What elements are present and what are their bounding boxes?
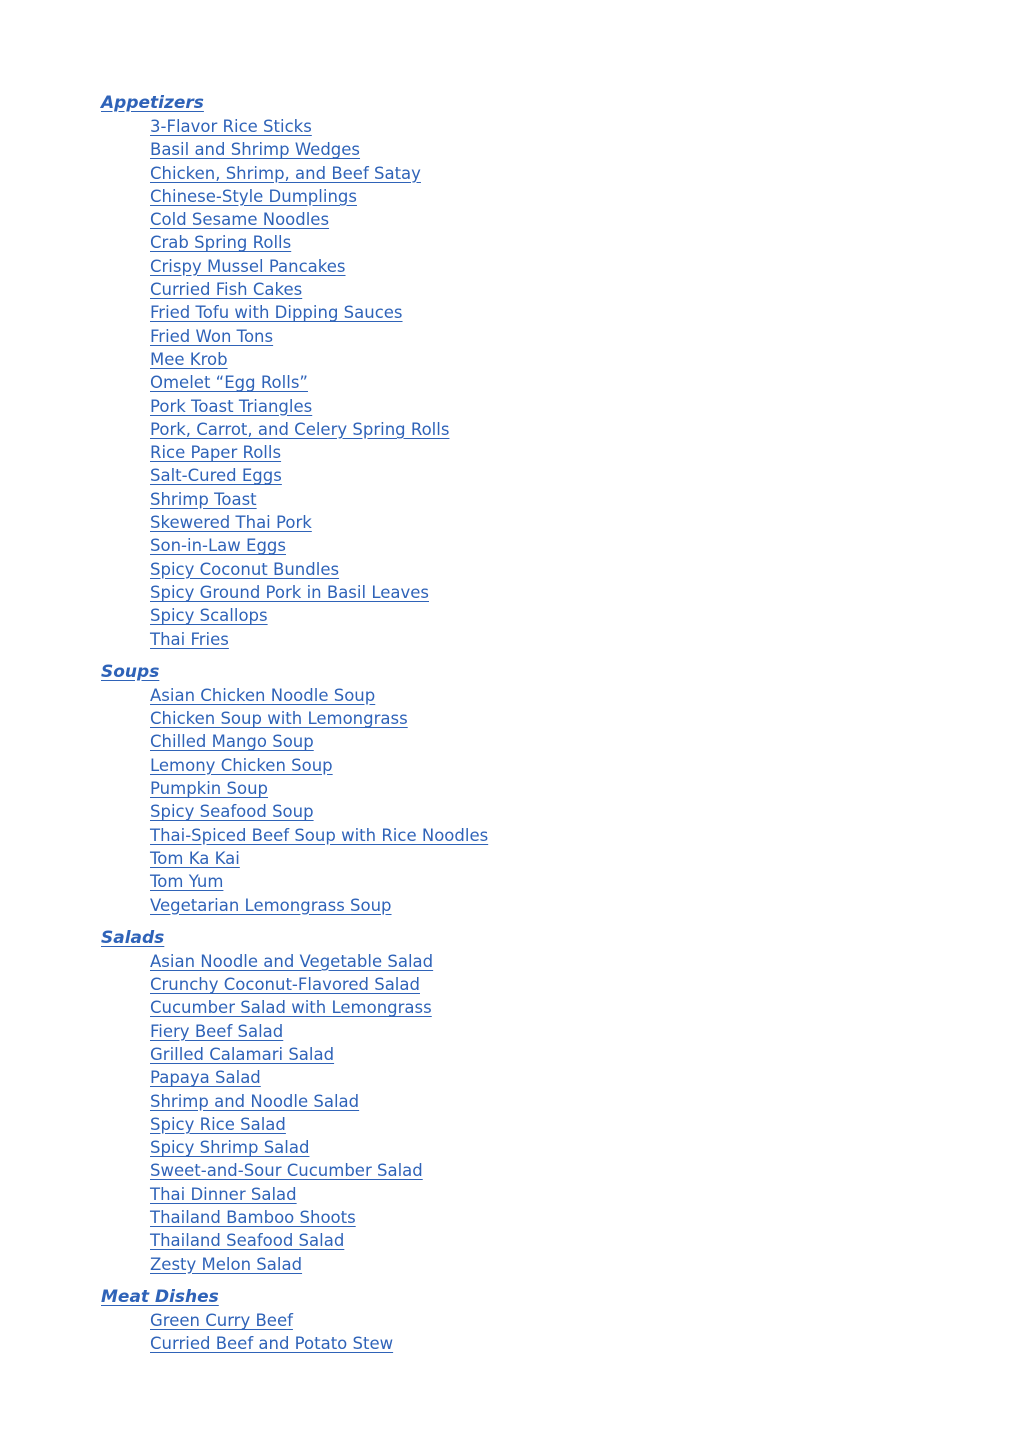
list-item	[150, 558, 961, 581]
list-item	[150, 973, 961, 996]
recipe-link[interactable]: Cucumber Salad with Lemongrass	[150, 998, 432, 1018]
recipe-link[interactable]: Fiery Beef Salad	[150, 1021, 284, 1041]
list-item	[150, 684, 961, 707]
recipe-link[interactable]: Pork, Carrot, and Celery Spring Rolls	[150, 419, 450, 439]
list-item	[150, 996, 961, 1019]
list-item	[150, 1183, 961, 1206]
list-item	[150, 441, 961, 464]
list-item	[150, 950, 961, 973]
table-of-contents	[101, 92, 961, 1356]
recipe-link[interactable]: Curried Fish Cakes	[150, 280, 303, 300]
recipe-link[interactable]: Crunchy Coconut-Flavored Salad	[150, 975, 420, 995]
list-item	[150, 1229, 961, 1252]
recipe-link[interactable]: Son-in-Law Eggs	[150, 536, 286, 556]
list-item	[150, 1136, 961, 1159]
recipe-link[interactable]: Shrimp and Noodle Salad	[150, 1091, 360, 1111]
recipe-link[interactable]: Thai-Spiced Beef Soup with Rice Noodles	[150, 825, 489, 845]
recipe-link[interactable]: Spicy Rice Salad	[150, 1114, 286, 1134]
recipe-link[interactable]: 3-Flavor Rice Sticks	[150, 117, 312, 136]
section-heading-link[interactable]: Salads	[101, 927, 165, 948]
recipe-link[interactable]: Spicy Coconut Bundles	[150, 559, 340, 579]
list-item	[150, 325, 961, 348]
recipe-link[interactable]: Pork Toast Triangles	[150, 396, 313, 416]
recipe-link[interactable]: Omelet “Egg Rolls”	[150, 373, 308, 393]
list-item	[150, 301, 961, 324]
list-item	[150, 1020, 961, 1043]
list-item	[150, 231, 961, 254]
section-salads	[101, 927, 961, 1276]
recipe-link[interactable]: Chicken, Shrimp, and Beef Satay	[150, 163, 421, 183]
recipe-link[interactable]: Zesty Melon Salad	[150, 1254, 303, 1274]
recipe-link[interactable]: Tom Yum	[150, 872, 224, 892]
list-item	[150, 208, 961, 231]
section-heading-link[interactable]: Appetizers	[101, 93, 204, 113]
recipe-link[interactable]: Shrimp Toast	[150, 489, 257, 509]
recipe-link[interactable]: Chinese-Style Dumplings	[150, 186, 357, 206]
recipe-link[interactable]: Vegetarian Lemongrass Soup	[150, 895, 392, 915]
section-soups	[101, 661, 961, 917]
recipe-link[interactable]: Crab Spring Rolls	[150, 233, 292, 253]
recipe-link[interactable]: Basil and Shrimp Wedges	[150, 140, 361, 160]
list-item	[150, 847, 961, 870]
recipe-link[interactable]: Salt-Cured Eggs	[150, 466, 282, 486]
recipe-link[interactable]: Thai Fries	[150, 629, 229, 649]
recipe-link[interactable]: Asian Noodle and Vegetable Salad	[150, 951, 434, 971]
list-item	[150, 870, 961, 893]
recipe-link[interactable]: Tom Ka Kai	[150, 848, 240, 868]
recipe-link[interactable]: Spicy Shrimp Salad	[150, 1138, 310, 1158]
list-item	[150, 255, 961, 278]
list-item	[150, 707, 961, 730]
section-heading-link[interactable]: Soups	[101, 661, 160, 682]
section-meat-dishes	[101, 1286, 961, 1356]
recipe-link[interactable]: Spicy Ground Pork in Basil Leaves	[150, 582, 429, 602]
list-item	[150, 511, 961, 534]
section-items-list	[101, 950, 961, 1276]
recipe-link[interactable]: Lemony Chicken Soup	[150, 755, 333, 775]
recipe-link[interactable]: Spicy Seafood Soup	[150, 802, 314, 822]
list-item	[150, 800, 961, 823]
list-item	[150, 185, 961, 208]
recipe-link[interactable]: Asian Chicken Noodle Soup	[150, 685, 376, 705]
recipe-link[interactable]: Fried Won Tons	[150, 326, 274, 346]
list-item	[150, 488, 961, 511]
recipe-link[interactable]: Papaya Salad	[150, 1068, 261, 1088]
recipe-link[interactable]: Cold Sesame Noodles	[150, 210, 330, 230]
section-items-list	[101, 1309, 961, 1356]
recipe-link[interactable]: Rice Paper Rolls	[150, 443, 282, 463]
recipe-link[interactable]: Thailand Bamboo Shoots	[150, 1208, 356, 1228]
recipe-link[interactable]: Spicy Scallops	[150, 606, 268, 626]
list-item	[150, 1206, 961, 1229]
recipe-link[interactable]: Thailand Seafood Salad	[150, 1231, 345, 1251]
list-item	[150, 418, 961, 441]
list-item	[150, 1253, 961, 1276]
list-item	[150, 628, 961, 651]
list-item	[150, 754, 961, 777]
list-item	[150, 348, 961, 371]
list-item	[150, 581, 961, 604]
recipe-link[interactable]: Curried Beef and Potato Stew	[150, 1334, 394, 1354]
list-item	[150, 894, 961, 917]
list-item	[150, 604, 961, 627]
list-item	[150, 730, 961, 753]
recipe-link[interactable]: Chilled Mango Soup	[150, 732, 314, 752]
list-item	[150, 1090, 961, 1113]
list-item	[150, 371, 961, 394]
recipe-link[interactable]: Pumpkin Soup	[150, 779, 269, 799]
recipe-link[interactable]: Skewered Thai Pork	[150, 513, 312, 533]
list-item	[150, 1159, 961, 1182]
list-item	[150, 1332, 961, 1355]
list-item	[150, 395, 961, 418]
list-item	[150, 1309, 961, 1332]
list-item	[150, 1066, 961, 1089]
recipe-link[interactable]: Chicken Soup with Lemongrass	[150, 709, 408, 729]
list-item	[150, 278, 961, 301]
recipe-link[interactable]: Thai Dinner Salad	[150, 1184, 297, 1204]
section-heading-link[interactable]: Meat Dishes	[101, 1286, 219, 1307]
list-item	[150, 162, 961, 185]
list-item	[150, 138, 961, 161]
section-items-list	[101, 684, 961, 917]
recipe-link[interactable]: Sweet-and-Sour Cucumber Salad	[150, 1161, 423, 1181]
recipe-link[interactable]: Mee Krob	[150, 349, 228, 369]
section-items-list	[101, 115, 961, 651]
list-item	[150, 777, 961, 800]
list-item	[150, 1043, 961, 1066]
recipe-link[interactable]: Grilled Calamari Salad	[150, 1044, 335, 1064]
recipe-link[interactable]: Crispy Mussel Pancakes	[150, 256, 346, 276]
recipe-link[interactable]: Green Curry Beef	[150, 1310, 293, 1330]
list-item	[150, 824, 961, 847]
list-item	[150, 534, 961, 557]
list-item	[150, 1113, 961, 1136]
recipe-link[interactable]: Fried Tofu with Dipping Sauces	[150, 303, 403, 323]
list-item	[150, 464, 961, 487]
list-item	[150, 115, 961, 138]
section-appetizers	[101, 92, 961, 651]
